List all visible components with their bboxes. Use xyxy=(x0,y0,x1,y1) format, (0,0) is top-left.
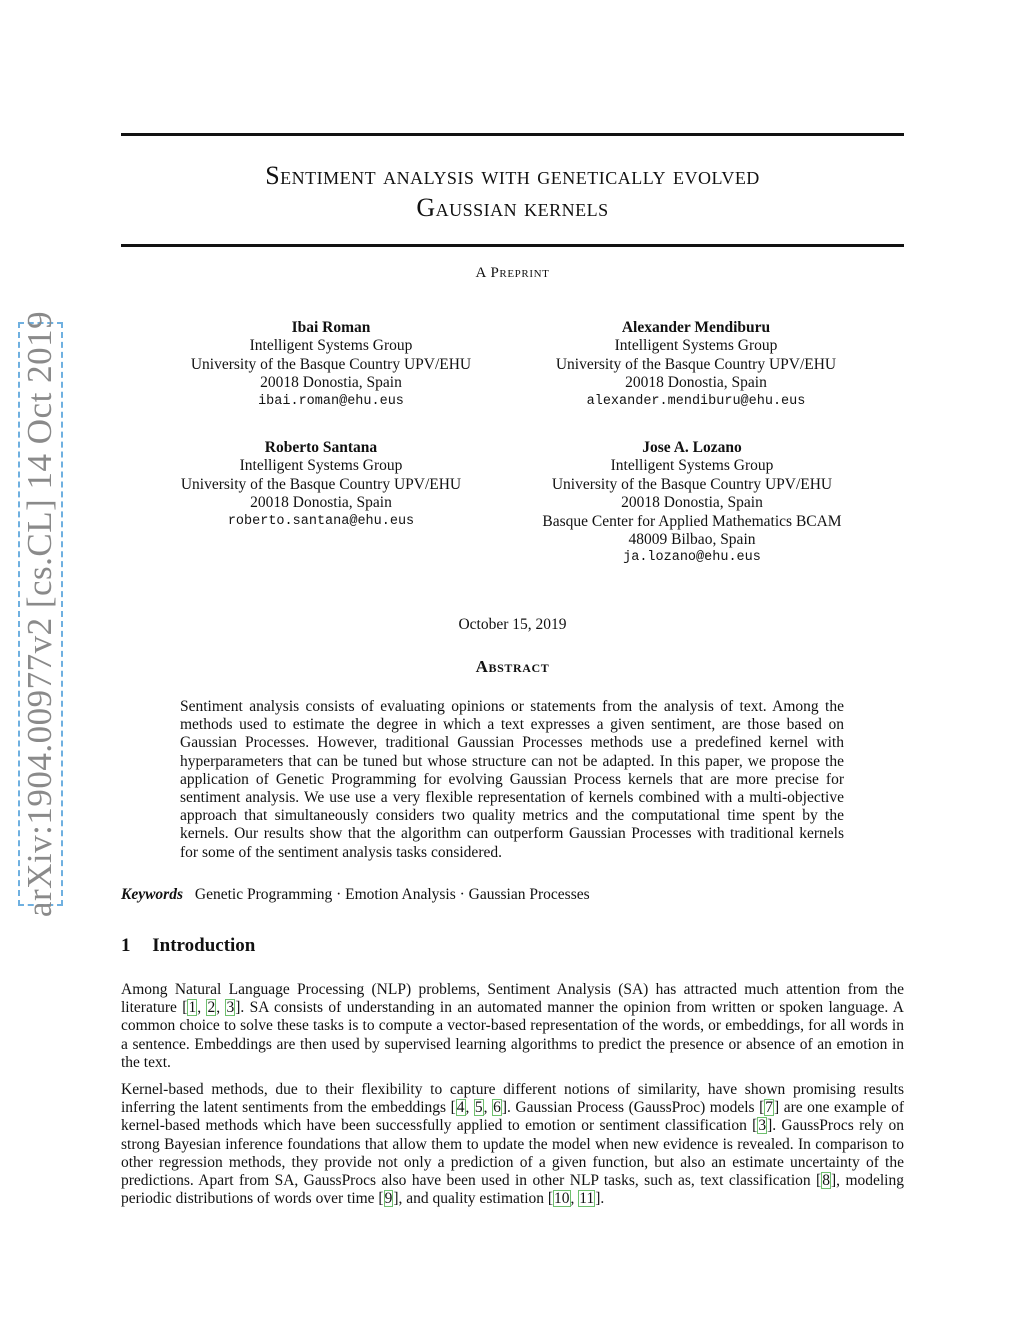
author-affiliation-line: 20018 Donostia, Spain xyxy=(260,374,402,392)
section-heading-introduction xyxy=(121,935,255,957)
citation-link[interactable]: 11 xyxy=(579,1190,595,1208)
title-line-1: Sentiment analysis with genetically evolved xyxy=(265,161,760,190)
title-line-2: Gaussian kernels xyxy=(416,193,609,222)
citation-link[interactable]: 8 xyxy=(822,1172,830,1190)
author-name: Roberto Santana xyxy=(264,439,378,456)
intro-paragraph-2: Kernel-based methods, due to their flexibility to capture different notions of similarity, have shown promising results inferring the latent sentiments from the embeddings [4, 5, 6]. Gaussian Process (GaussProc) models [7] are one example of kernel-based methods which have been successfully applied to emotion or sentiment classification [3]. GaussProcs rely on strong Bayesian inference foundations that allow them to update the model when new evidence is revealed. In comparison to other regression methods, they provide not only a prediction of a given function, but also an estimate uncertainty of the predictions. Apart from SA, GaussProcs also have been used in other NLP tasks, such as, text classification [8], modeling periodic distributions of words over time [9], and quality estimation [10, 11]. xyxy=(121,1081,904,1208)
author-affiliation-line: University of the Basque Country UPV/EHU xyxy=(190,355,472,373)
title-rule-top xyxy=(121,133,904,136)
author-affiliation-line: Intelligent Systems Group xyxy=(614,337,778,355)
keywords-line xyxy=(121,886,904,904)
author-name: Ibai Roman xyxy=(291,319,371,336)
publication-date: October 15, 2019 xyxy=(458,616,567,633)
author-affiliation-line: Intelligent Systems Group xyxy=(610,457,774,475)
author-affiliation-line: Basque Center for Applied Mathematics BCAM xyxy=(542,512,842,530)
author-name: Jose A. Lozano xyxy=(642,439,742,456)
author-name: Alexander Mendiburu xyxy=(621,319,771,336)
author-affiliation-line: 20018 Donostia, Spain xyxy=(621,494,763,512)
author-block xyxy=(506,319,886,411)
arxiv-identifier[interactable]: arXiv:1904.00977v2 [cs.CL] 14 Oct 2019 xyxy=(20,310,59,918)
abstract-text: Sentiment analysis consists of evaluating opinions or statements from the analysis of text. Among the methods used to estimate the degree in which a text expresses a given sentiment, are those based on Gaussian Processes. However, traditional Gaussian Processes methods use a predefined kernel with hyperparameters that can be tuned but whose structure can not be adapted. In this paper, we propose the application of Genetic Programming for evolving Gaussian Process kernels that are more precise for sentiment analysis. We use use a very flexible representation of kernels combined with a multi-objective approach that simultaneously considers two quality metrics and the computational time spent by the kernels. Our results show that the algorithm can outperform Gaussian Processes with traditional kernels for some of the sentiment analysis tasks considered. xyxy=(180,698,844,861)
author-affiliation-line: University of the Basque Country UPV/EHU xyxy=(551,475,833,493)
citation-link[interactable]: 6 xyxy=(493,1099,501,1117)
author-block xyxy=(131,439,511,531)
citation-link[interactable]: 5 xyxy=(474,1099,483,1117)
intro-paragraph-1: Among Natural Language Processing (NLP) problems, Sentiment Analysis (SA) has attracted much attention from the literature [1, 2, 3]. SA consists of understanding in an automated manner the opinion from written or spoken language. A common choice to solve these tasks is to compute a vector-based representation of the words, or embeddings, for all words in a sentence. Embeddings are then used by supervised learning algorithms to predict the presence or absence of an emotion in the text. xyxy=(121,981,905,1071)
paper-title xyxy=(121,160,904,224)
citation-link[interactable]: 4 xyxy=(456,1099,465,1117)
section-title: Introduction xyxy=(152,935,256,956)
citation-link[interactable]: 1 xyxy=(188,999,197,1017)
keywords-label: Keywords xyxy=(121,886,183,903)
author-affiliation-line: University of the Basque Country UPV/EHU xyxy=(180,475,462,493)
citation-link[interactable]: 9 xyxy=(384,1190,393,1208)
citation-link[interactable]: 2 xyxy=(207,999,216,1017)
keywords-list: Genetic Programming · Emotion Analysis · Gaussian Processes xyxy=(194,886,590,903)
author-affiliation-line: 20018 Donostia, Spain xyxy=(625,374,767,392)
citation-link[interactable]: 10 xyxy=(554,1190,570,1208)
citation-link[interactable]: 3 xyxy=(758,1117,767,1135)
author-affiliation-line: 48009 Bilbao, Spain xyxy=(628,531,756,549)
author-email[interactable]: roberto.santana@ehu.eus xyxy=(227,513,415,529)
author-affiliation-line: Intelligent Systems Group xyxy=(249,337,413,355)
citation-link[interactable]: 7 xyxy=(765,1099,773,1117)
title-rule-bottom xyxy=(121,244,904,247)
author-affiliation-line: University of the Basque Country UPV/EHU xyxy=(555,355,837,373)
author-email[interactable]: alexander.mendiburu@ehu.eus xyxy=(586,393,806,409)
author-email[interactable]: ibai.roman@ehu.eus xyxy=(258,393,404,409)
author-email[interactable]: ja.lozano@ehu.eus xyxy=(623,550,761,566)
author-block xyxy=(141,319,521,411)
author-affiliation-line: 20018 Donostia, Spain xyxy=(250,494,392,512)
author-block xyxy=(502,439,882,568)
section-number: 1 xyxy=(121,935,131,956)
citation-link[interactable]: 3 xyxy=(226,999,235,1017)
author-affiliation-line: Intelligent Systems Group xyxy=(239,457,403,475)
abstract-heading: Abstract xyxy=(475,657,550,676)
preprint-label: A Preprint xyxy=(475,265,550,281)
